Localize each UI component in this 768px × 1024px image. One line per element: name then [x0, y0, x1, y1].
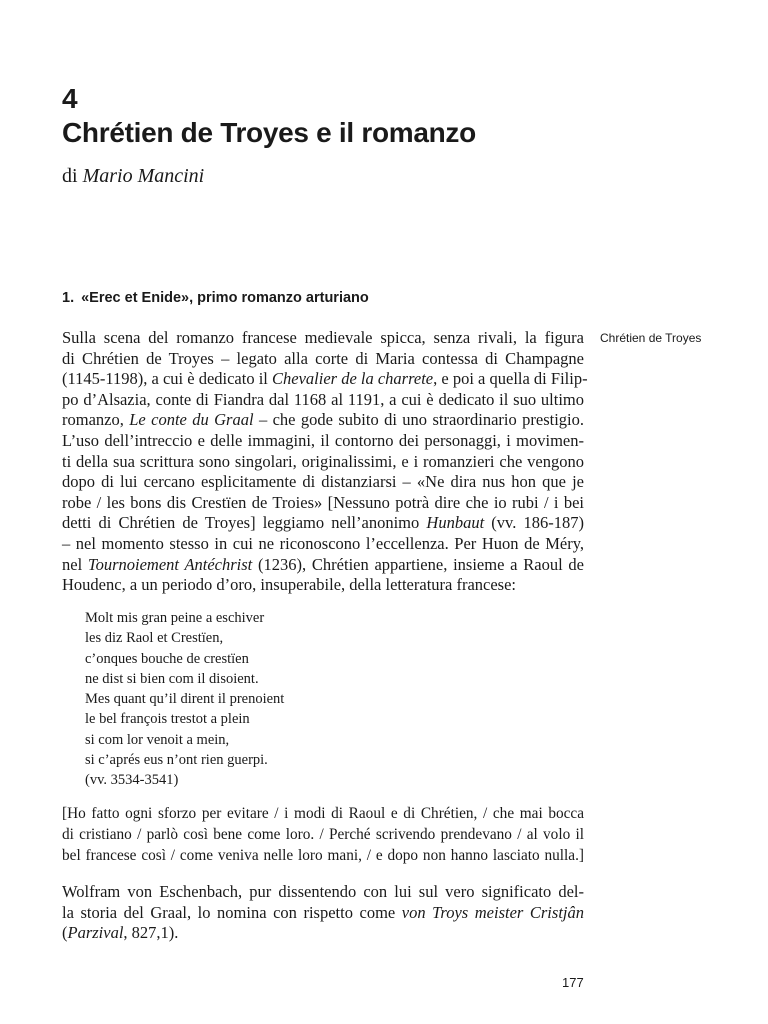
work-title: Le conte du Graal	[129, 410, 254, 430]
chapter-number: 4	[62, 83, 78, 114]
byline	[62, 164, 204, 188]
paragraph-2	[62, 882, 584, 944]
work-title: Parzival	[67, 923, 124, 943]
text-line: nel Tournoiement Antéchrist (1236), Chrétien appartiene, insieme a Raoul de	[62, 554, 584, 574]
text-line: – nel momento stesso in cui ne riconoscono l’eccellenza. Per Huon de Méry,	[62, 533, 584, 553]
text-line: robe / les bons dis Crestïen de Troies» [Nessuno potrà dire che io rubi / i bei	[62, 492, 584, 512]
author-name: Mario Mancini	[82, 165, 205, 187]
text-line: bel francese così / come veniva nelle loro mani, / e dopo non hanno lasciato nulla.]	[62, 846, 584, 864]
page-number: 177	[562, 975, 584, 990]
work-title: Tournoiement Antéchrist	[87, 554, 253, 574]
text-line: [Ho fatto ogni sforzo per evitare / i modi di Raoul e di Chrétien, / che mai bocca	[62, 805, 584, 822]
text-line: la storia del Graal, lo nomina con rispetto come von Troys meister Cristjân	[62, 902, 584, 922]
text-line: ti della sua scrittura sono singolari, originalissimi, e i romanzieri che vengono	[62, 451, 584, 471]
section-title: «Erec et Enide», primo romanzo arturiano	[81, 290, 369, 306]
verse-reference: (vv. 3534-3541)	[85, 772, 179, 789]
text-line: (Parzival, 827,1).	[62, 923, 179, 943]
section-heading	[62, 289, 369, 307]
work-title: Hunbaut	[426, 513, 485, 533]
section-number: 1.	[62, 290, 75, 306]
verse-line: ne dist si bien com il disoient.	[85, 670, 259, 687]
verse-line: les diz Raol et Crestïen,	[85, 630, 224, 647]
text-line: (1145-1198), a cui è dedicato il Chevalier de la charrete, e poi a quella di Filip-	[62, 369, 588, 389]
text-line: di Chrétien de Troyes – legato alla corte di Maria contessa di Champagne	[62, 348, 584, 368]
verse-line: Mes quant qu’il dirent il prenoient	[85, 691, 285, 708]
text-line: di cristiano / parlò così bene come loro. / Perché scrivendo prendevano / al volo il	[62, 825, 584, 843]
byline-prefix: di	[62, 165, 78, 187]
translation	[62, 804, 584, 866]
text-line: Houdenc, a un periodo d’oro, insuperabile, della letteratura francese:	[62, 575, 517, 595]
verse-line: si com lor venoit a mein,	[85, 731, 230, 748]
verse-quotation	[85, 608, 284, 791]
text-line: L’uso dell’intreccio e delle immagini, il contorno dei personaggi, i movimen-	[62, 430, 584, 450]
verse-line: si c’aprés eus n’ont rien guerpi.	[85, 752, 268, 769]
text-line: Wolfram von Eschenbach, pur dissentendo con lui sul vero significato del-	[62, 882, 584, 901]
quoted-name: von Troys meister Cristjân	[401, 902, 584, 922]
text-line: po d’Alsazia, conte di Fiandra dal 1168 al 1191, a cui è dedicato il suo ultimo	[62, 389, 584, 409]
text-line: Sulla scena del romanzo francese medievale spicca, senza rivali, la figura	[62, 328, 584, 347]
verse-line: c’onques bouche de crestïen	[85, 650, 249, 667]
chapter-title: Chrétien de Troyes e il romanzo	[62, 117, 476, 148]
text-line: detti di Chrétien de Troyes] leggiamo nell’anonimo Hunbaut (vv. 186-187)	[62, 513, 584, 533]
work-title: Chevalier de la charrete	[272, 369, 434, 389]
text-line: dopo di lui cercano esplicitamente di distanziarsi – «Ne dira nus hon que je	[62, 472, 584, 492]
verse-line: le bel françois trestot a plein	[85, 711, 250, 728]
verse-line: Molt mis gran peine a eschiver	[85, 610, 265, 626]
paragraph-1	[62, 328, 588, 596]
margin-note: Chrétien de Troyes	[600, 331, 702, 345]
text-line: romanzo, Le conte du Graal – che gode subito di uno straordinario prestigio.	[62, 410, 584, 430]
